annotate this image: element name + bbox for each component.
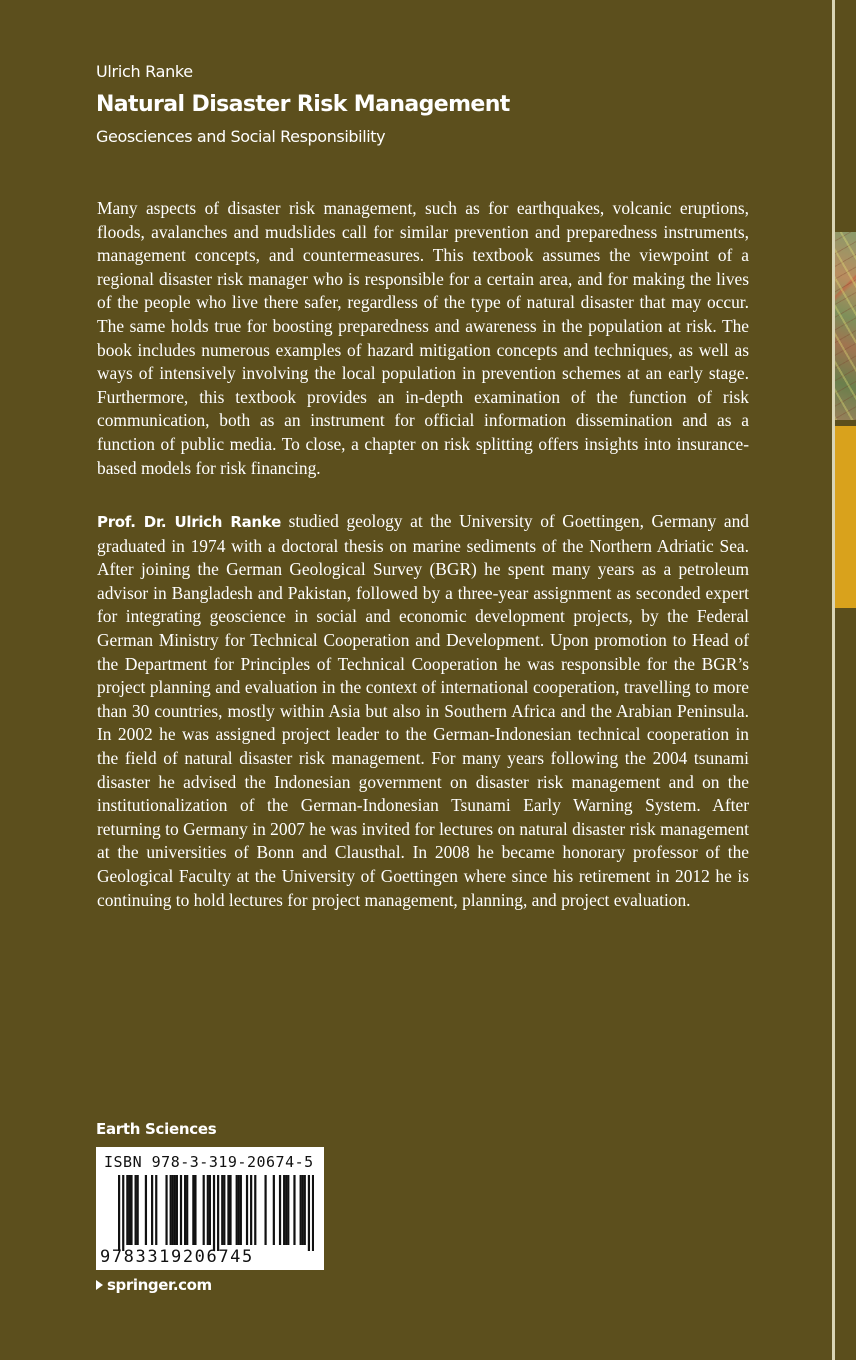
barcode-bar bbox=[122, 1175, 124, 1251]
barcode-bar bbox=[302, 1175, 304, 1245]
barcode-bar bbox=[246, 1175, 248, 1245]
book-title: Natural Disaster Risk Management bbox=[96, 92, 510, 117]
barcode-bar bbox=[264, 1175, 266, 1245]
barcode-bar bbox=[304, 1175, 306, 1245]
barcode-bar bbox=[229, 1175, 231, 1245]
arrow-right-icon bbox=[96, 1280, 103, 1290]
barcode-bar bbox=[283, 1175, 285, 1245]
barcode-bar bbox=[308, 1175, 310, 1251]
barcode-bar bbox=[293, 1175, 295, 1245]
barcode-bar bbox=[165, 1175, 167, 1245]
barcode-bar bbox=[186, 1175, 188, 1245]
barcode-bar bbox=[170, 1175, 172, 1245]
barcode-bar bbox=[238, 1175, 240, 1245]
isbn-barcode bbox=[96, 1147, 324, 1270]
barcode-bar bbox=[174, 1175, 176, 1245]
barcode-bar bbox=[145, 1175, 147, 1245]
barcode-bar bbox=[240, 1175, 242, 1245]
barcode-bar bbox=[118, 1175, 120, 1251]
barcode-bar bbox=[236, 1175, 238, 1245]
barcode-bar bbox=[209, 1175, 211, 1245]
barcode-bar bbox=[221, 1175, 223, 1245]
barcode-bar bbox=[155, 1175, 157, 1245]
barcode-bar bbox=[217, 1175, 219, 1251]
barcode-bar bbox=[279, 1175, 281, 1245]
subject-category: Earth Sciences bbox=[96, 1120, 217, 1138]
book-spine bbox=[835, 0, 856, 1360]
barcode-bar bbox=[130, 1175, 132, 1245]
barcode-bar bbox=[137, 1175, 139, 1245]
spine-yellow-band bbox=[835, 426, 856, 608]
author-name: Ulrich Ranke bbox=[96, 62, 193, 81]
author-biography bbox=[97, 510, 749, 912]
barcode-bar bbox=[176, 1175, 178, 1245]
barcode-bar bbox=[300, 1175, 302, 1245]
barcode-bar bbox=[312, 1175, 314, 1251]
barcode-bar bbox=[151, 1175, 153, 1245]
book-description: Many aspects of disaster risk management, such as for earthquakes, volcanic eruptions, floods, avalanches and mudslides call for similar prevention and preparedness instruments, management concepts, and countermeasures. This textbook assumes the viewpoint of a regional disaster risk manager who is responsible for a certain area, and for making the lives of the people who live there safer, regardless of the type of natural disaster that may occur. The same holds true for boosting preparedness and awareness in the population at risk. The book includes numerous examples of hazard mitigation concepts and techniques, as well as ways of intensively involving the local population in prevention schemes at an early stage. Furthermore, this textbook provides an in-depth examination of the function of risk communication, both as an instrument for official information dissemination and as a function of public media. To close, a chapter on risk splitting offers insights into insurance-based models for risk financing. bbox=[97, 198, 749, 478]
barcode-bar bbox=[172, 1175, 174, 1245]
barcode-bar bbox=[180, 1175, 182, 1245]
barcode-bar bbox=[207, 1175, 209, 1245]
bio-author-name: Prof. Dr. Ulrich Ranke bbox=[97, 513, 281, 531]
book-subtitle: Geosciences and Social Responsibility bbox=[96, 127, 386, 146]
spine-map-image bbox=[835, 232, 856, 420]
barcode-bar bbox=[223, 1175, 225, 1245]
barcode-bar bbox=[285, 1175, 287, 1245]
barcode-bar bbox=[192, 1175, 194, 1245]
barcode-bar bbox=[227, 1175, 229, 1245]
barcode-bar bbox=[128, 1175, 130, 1245]
barcode-bar bbox=[273, 1175, 275, 1245]
barcode-bar bbox=[250, 1175, 252, 1245]
barcode-bar bbox=[287, 1175, 289, 1245]
barcode-bar bbox=[213, 1175, 215, 1251]
publisher-link[interactable] bbox=[96, 1276, 212, 1294]
barcode-bar bbox=[184, 1175, 186, 1245]
barcode-bar bbox=[254, 1175, 256, 1245]
barcode-bar bbox=[203, 1175, 205, 1245]
barcode-bar bbox=[135, 1175, 137, 1245]
ean-digits: 9783319206745 bbox=[100, 1247, 254, 1267]
publisher-website[interactable]: springer.com bbox=[107, 1276, 212, 1294]
isbn-label: ISBN 978-3-319-20674-5 bbox=[104, 1153, 314, 1171]
barcode-bar bbox=[194, 1175, 196, 1245]
barcode-bars bbox=[118, 1175, 314, 1251]
barcode-bar bbox=[126, 1175, 128, 1245]
bio-text: studied geology at the University of Goettingen, Germany and graduated in 1974 with a doctoral thesis on marine sediments of the Northern Adriatic Sea. After joining the German Geological Survey (BGR) he spent many years as a petroleum advisor in Bangladesh and Pakistan, followed by a three-year assignment as seconded expert for integrating geoscience in social and economic development projects, by the Federal German Ministry for Technical Cooperation and Development. Upon promotion to Head of the Department for Principles of Technical Cooperation he was responsible for the BGR’s project planning and evaluation in the context of international cooperation, travelling to more than 30 countries, mostly within Asia but also in Southern Africa and the Arabian Peninsula. In 2002 he was assigned project leader to the German-Indonesian technical cooperation in the field of natural disaster risk management. For many years following the 2004 tsunami disaster he advised the Indonesian government on disaster risk management and on the institutionalization of the German-Indonesian Tsunami Early Warning System. After returning to Germany in 2007 he was invited for lectures on natural disaster risk management at the universities of Bonn and Clausthal. In 2008 he became honorary professor of the Geological Faculty at the University of Goettingen where since his retirement in 2012 he is continuing to hold lectures for project management, planning, and project evaluation. bbox=[97, 511, 750, 910]
